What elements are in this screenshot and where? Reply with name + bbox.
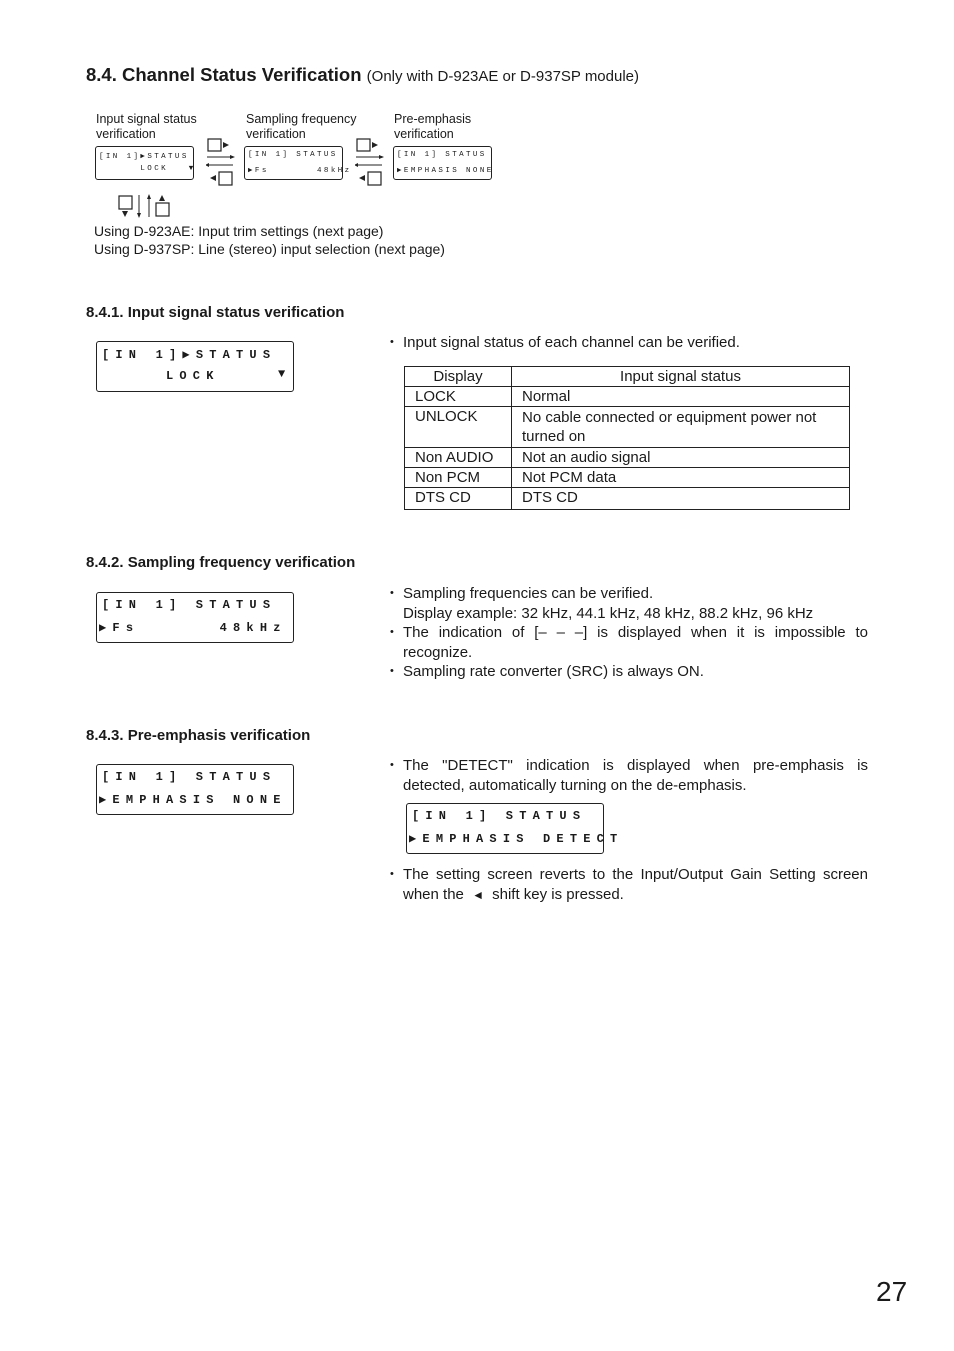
lcd-line-2: LOCK ▼	[99, 165, 196, 173]
title-text: 8.4. Channel Status Verification	[86, 64, 362, 85]
section1-bullets	[390, 333, 868, 353]
bullet-item	[390, 865, 868, 905]
bullet-item: • The indication of [– – –] is displayed when it is impossible to recognize.	[390, 623, 868, 662]
table-cell: LOCK	[405, 387, 512, 407]
lcd-line-2: ▶EMPHASIS NONE	[397, 167, 494, 175]
section3-bullet-1	[390, 756, 868, 795]
column-header-display: Display	[405, 367, 512, 387]
right-left-key-icon	[355, 138, 385, 188]
title-subtitle: (Only with D-923AE or D-937SP module)	[366, 68, 640, 85]
table-cell: DTS CD	[405, 488, 512, 510]
table-cell: Non AUDIO	[405, 448, 512, 468]
section-heading-preemphasis: 8.4.3. Pre-emphasis verification	[86, 727, 311, 744]
section3-bullet-2	[390, 865, 868, 905]
section-heading-input-status: 8.4.1. Input signal status verification	[86, 304, 345, 321]
table-cell: Non PCM	[405, 468, 512, 488]
lcd-preemphasis	[96, 764, 294, 815]
bullet-item	[390, 584, 868, 623]
lcd-line-2: LOCK	[99, 369, 220, 383]
flow-notes	[94, 223, 445, 258]
table-header-row	[405, 367, 850, 387]
flow-label-line: Input signal status	[96, 112, 197, 126]
section-heading-sampling: 8.4.2. Sampling frequency verification	[86, 554, 356, 571]
table-cell: UNLOCK	[405, 407, 512, 448]
table-cell: Not PCM data	[512, 468, 850, 488]
table-row	[405, 488, 850, 510]
flow-note-d937sp: Using D-937SP: Line (stereo) input selection (next page)	[94, 240, 445, 257]
flow-label-line: Sampling frequency	[246, 112, 357, 126]
bullet-text: The setting screen reverts to the Input/Output Gain Setting screen when the	[403, 866, 868, 903]
flow-lcd-sampling	[244, 146, 352, 180]
right-left-key-icon	[206, 138, 236, 188]
table-row	[405, 468, 850, 488]
lcd-preemphasis-detect	[406, 803, 624, 854]
lcd-line-1: [IN 1] STATUS	[102, 770, 277, 784]
table-row	[405, 448, 850, 468]
flow-label-line: verification	[96, 127, 156, 141]
lcd-line-2: ▶EMPHASIS NONE	[99, 793, 287, 807]
lcd-line-2: ▶EMPHASIS DETECT	[409, 832, 624, 846]
flow-label-line: verification	[394, 127, 454, 141]
flow-label-preemphasis	[394, 112, 471, 142]
flow-lcd-preemphasis	[393, 146, 492, 180]
down-up-key-icon	[117, 193, 173, 219]
section2-bullets	[390, 584, 868, 682]
bullet-line: • Sampling frequencies can be verified.	[403, 585, 654, 602]
down-arrow-icon: ▼	[278, 367, 286, 381]
table-cell: Not an audio signal	[512, 448, 850, 468]
bullet-item: • The "DETECT" indication is displayed when pre-emphasis is detected, automatically turning on the de-emphasis.	[390, 756, 868, 795]
bullet-text: shift key is pressed.	[492, 885, 624, 903]
flow-label-sampling	[246, 112, 356, 142]
table-row	[405, 387, 850, 407]
lcd-line-1: [IN 1] STATUS	[102, 598, 277, 612]
lcd-line-1: [IN 1] STATUS	[397, 151, 487, 159]
bullet-item: • Sampling rate converter (SRC) is always ON.	[390, 662, 868, 682]
page-number: 27	[876, 1276, 908, 1307]
flow-label-input-status	[96, 112, 197, 142]
flow-label-line: verification	[246, 127, 306, 141]
flow-lcd-input-status	[95, 146, 194, 180]
lcd-line-1: [IN 1]▶STATUS	[99, 153, 189, 161]
table-row	[405, 407, 850, 448]
lcd-line-1: [IN 1] STATUS	[248, 151, 338, 159]
table-cell: Normal	[512, 387, 850, 407]
page-title	[86, 64, 639, 86]
bullet-line: Display example: 32 kHz, 44.1 kHz, 48 kHz, 88.2 kHz, 96 kHz	[403, 604, 814, 622]
flow-label-line: Pre-emphasis	[394, 112, 472, 126]
bullet-item: • Input signal status of each channel can be verified.	[390, 333, 868, 353]
flow-note-d923ae: Using D-923AE: Input trim settings (next page)	[94, 223, 384, 239]
left-shift-key-icon: ◄	[472, 887, 484, 902]
lcd-line-2: ▶Fs 48kHz	[99, 621, 287, 635]
table-cell: No cable connected or equipment power not turned on	[512, 407, 850, 448]
lcd-line-2: ▶Fs 48kHz	[248, 167, 352, 175]
lcd-input-status	[96, 341, 294, 392]
lcd-line-1: [IN 1] STATUS	[412, 809, 587, 823]
column-header-status: Input signal status	[512, 367, 850, 387]
input-status-table	[404, 366, 850, 510]
lcd-line-1: [IN 1]▶STATUS	[102, 348, 277, 362]
table-cell: DTS CD	[512, 488, 850, 510]
lcd-sampling	[96, 592, 294, 643]
